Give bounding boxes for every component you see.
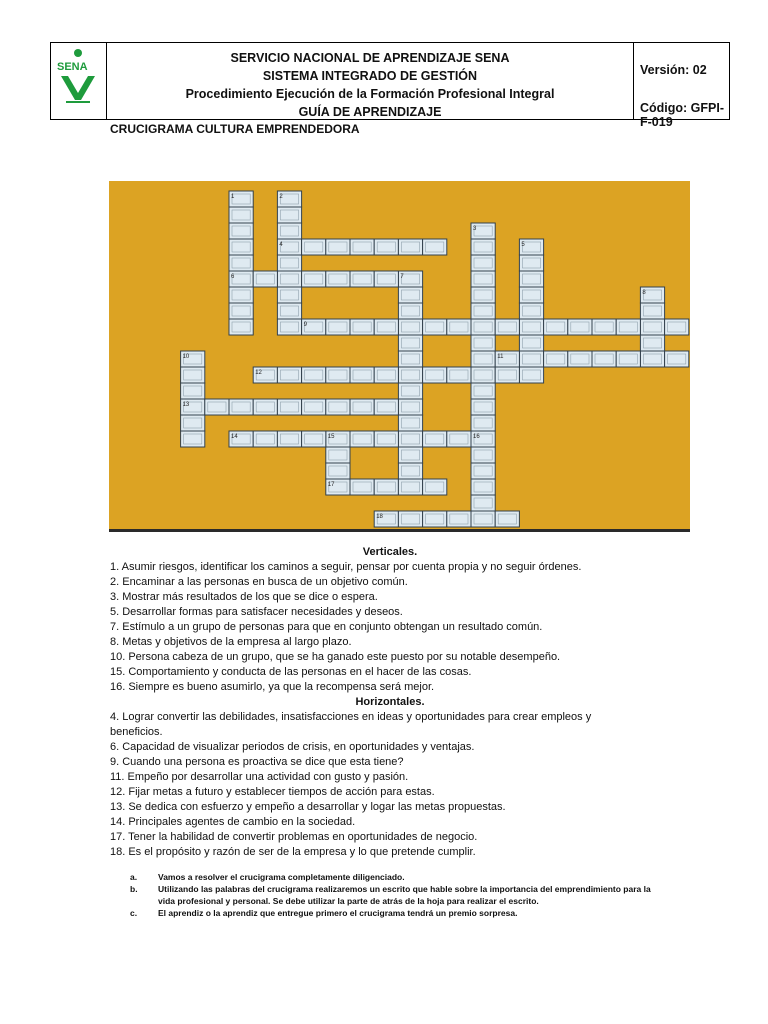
header-meta [634, 43, 729, 129]
crossword-cell[interactable] [350, 399, 374, 415]
crossword-cell[interactable] [398, 399, 422, 415]
crossword-cell[interactable] [447, 511, 471, 527]
clue-vertical: 7. Estímulo a un grupo de personas para que en conjunto obtengan un resultado común. [110, 621, 543, 633]
version-label: Versión: 02 [640, 63, 707, 77]
crossword-cell[interactable] [302, 367, 326, 383]
crossword-cell[interactable] [229, 207, 253, 223]
crossword-cell[interactable] [277, 399, 301, 415]
crossword-cell[interactable] [398, 239, 422, 255]
instruction-letter: c. [130, 908, 138, 918]
crossword-cell[interactable] [471, 351, 495, 367]
verticales-heading: Verticales. [362, 546, 418, 558]
instruction-text: Vamos a resolver el crucigrama completamente diligenciado. [158, 872, 405, 882]
crossword-number: 9 [303, 322, 307, 328]
crossword-cell[interactable] [447, 319, 471, 335]
crossword-cell[interactable] [640, 351, 664, 367]
crossword-cell[interactable] [302, 399, 326, 415]
crossword-cell[interactable] [326, 271, 350, 287]
crossword-cell[interactable] [277, 207, 301, 223]
instruction-text: El aprendiz o la aprendiz que entregue primero el crucigrama tendrá un premio sorpresa. [158, 908, 518, 918]
clue-horizontal: 6. Capacidad de visualizar periodos de crisis, en oportunidades y ventajas. [110, 741, 475, 753]
crossword-cell[interactable] [229, 399, 253, 415]
crossword-number: 10 [182, 354, 190, 360]
crossword-cell[interactable] [302, 431, 326, 447]
crossword-cell[interactable] [253, 271, 277, 287]
crossword-cell[interactable] [398, 463, 422, 479]
crossword-cell[interactable] [277, 255, 301, 271]
crossword-cell[interactable] [398, 383, 422, 399]
clue-horizontal: 9. Cuando una persona es proactiva se dice que esta tiene? [110, 756, 404, 768]
crossword-cell[interactable] [374, 431, 398, 447]
crossword-number: 5 [521, 242, 525, 248]
crossword-title: CRUCIGRAMA CULTURA EMPRENDEDORA [110, 122, 360, 136]
crossword-number: 2 [279, 194, 283, 200]
crossword-cell[interactable] [471, 479, 495, 495]
clue-vertical: 5. Desarrollar formas para satisfacer necesidades y deseos. [110, 606, 403, 618]
crossword-cell[interactable] [519, 319, 543, 335]
crossword-cell[interactable] [374, 479, 398, 495]
crossword-cell[interactable] [423, 239, 447, 255]
crossword-number: 15 [327, 434, 335, 440]
crossword-cell[interactable] [398, 367, 422, 383]
crossword-number: 13 [182, 402, 190, 408]
clue-vertical: 1. Asumir riesgos, identificar los caminos a seguir, pensar por cuenta propia y no seguir órdenes. [110, 561, 582, 573]
instruction-letter: b. [130, 884, 138, 894]
crossword-cell[interactable] [181, 367, 205, 383]
crossword-cell[interactable] [471, 447, 495, 463]
crossword-cell[interactable] [471, 511, 495, 527]
clue-vertical: 15. Comportamiento y conducta de las personas en el hacer de las cosas. [110, 666, 472, 678]
crossword-cell[interactable] [544, 351, 568, 367]
crossword-cell[interactable] [205, 399, 229, 415]
crossword-cell[interactable] [495, 511, 519, 527]
crossword-number: 18 [376, 514, 383, 520]
crossword-number: 4 [279, 242, 283, 248]
clue-horizontal: 12. Fijar metas a futuro y establecer tiempos de acción para estas. [110, 786, 435, 798]
crossword-cell[interactable] [447, 431, 471, 447]
instruction-item [130, 871, 670, 883]
instructions-list [130, 871, 670, 919]
crossword-cell[interactable] [423, 479, 447, 495]
crossword-cell[interactable] [471, 463, 495, 479]
crossword-cell[interactable] [229, 319, 253, 335]
crossword-cell[interactable] [471, 319, 495, 335]
crossword-cell[interactable] [277, 271, 301, 287]
crossword-cell[interactable] [253, 399, 277, 415]
crossword-cell[interactable] [374, 271, 398, 287]
crossword-cell[interactable] [398, 447, 422, 463]
crossword-cell[interactable] [374, 239, 398, 255]
crossword-cell[interactable] [423, 367, 447, 383]
crossword-cell[interactable] [640, 319, 664, 335]
crossword-grid [109, 181, 690, 529]
crossword-cell[interactable] [519, 335, 543, 351]
crossword-cell[interactable] [398, 511, 422, 527]
crossword-cell[interactable] [277, 319, 301, 335]
crossword-cell[interactable] [471, 399, 495, 415]
crossword-cell[interactable] [326, 319, 350, 335]
crossword-cell[interactable] [519, 351, 543, 367]
header-line-4: GUÍA DE APRENDIZAJE [298, 105, 442, 119]
crossword-number: 11 [497, 354, 504, 360]
crossword-cell[interactable] [423, 319, 447, 335]
crossword-cell[interactable] [471, 239, 495, 255]
crossword-cell[interactable] [423, 431, 447, 447]
crossword-cell[interactable] [471, 495, 495, 511]
crossword-cell[interactable] [229, 239, 253, 255]
crossword-cell[interactable] [277, 303, 301, 319]
clue-vertical: 10. Persona cabeza de un grupo, que se ha ganado este puesto por su notable desempeño. [110, 651, 561, 663]
crossword-cell[interactable] [398, 335, 422, 351]
logo-text: SENA [57, 61, 88, 73]
crossword-cell[interactable] [350, 479, 374, 495]
crossword-cell[interactable] [398, 319, 422, 335]
crossword-cell[interactable] [302, 239, 326, 255]
crossword-cell[interactable] [398, 479, 422, 495]
crossword-number: 12 [255, 370, 262, 376]
crossword-cell[interactable] [374, 319, 398, 335]
crossword-cell[interactable] [471, 271, 495, 287]
code-label: Código: GFPI-F-019 [640, 101, 725, 129]
instruction-item [130, 883, 670, 907]
crossword-cell[interactable] [277, 223, 301, 239]
crossword-cell[interactable] [277, 367, 301, 383]
crossword-cell[interactable] [519, 287, 543, 303]
instruction-letter: a. [130, 872, 138, 882]
crossword-cell[interactable] [592, 319, 616, 335]
crossword-cell[interactable] [616, 351, 640, 367]
crossword-number: 14 [231, 434, 238, 440]
crossword-cell[interactable] [495, 319, 519, 335]
crossword-cell[interactable] [302, 271, 326, 287]
crossword-cell[interactable] [471, 383, 495, 399]
crossword-cell[interactable] [640, 303, 664, 319]
crossword-cell[interactable] [350, 431, 374, 447]
crossword-cell[interactable] [519, 271, 543, 287]
crossword-cell[interactable] [350, 271, 374, 287]
crossword-cell[interactable] [471, 367, 495, 383]
clue-horizontal: 4. Lograr convertir las debilidades, insatisfacciones en ideas y oportunidades para crear empleos y [110, 711, 592, 723]
crossword-cell[interactable] [350, 239, 374, 255]
crossword-cell[interactable] [568, 351, 592, 367]
clue-horizontal: 14. Principales agentes de cambio en la sociedad. [110, 816, 356, 828]
clue-vertical: 16. Siempre es bueno asumirlo, ya que la recompensa será mejor. [110, 681, 435, 693]
clue-horizontal: 18. Es el propósito y razón de ser de la empresa y lo que pretende cumplir. [110, 846, 476, 858]
crossword-cell[interactable] [519, 255, 543, 271]
crossword-cell[interactable] [374, 367, 398, 383]
crossword-number: 6 [231, 274, 235, 280]
crossword-cell[interactable] [398, 431, 422, 447]
header-line-2: SISTEMA INTEGRADO DE GESTIÓN [262, 69, 478, 83]
crossword-cell[interactable] [592, 351, 616, 367]
crossword-cell[interactable] [519, 303, 543, 319]
crossword-cell[interactable] [229, 255, 253, 271]
crossword-cell[interactable] [471, 415, 495, 431]
clue-vertical: 8. Metas y objetivos de la empresa al largo plazo. [110, 636, 352, 648]
crossword-cell[interactable] [181, 415, 205, 431]
horizontales-heading: Horizontales. [355, 696, 425, 708]
crossword-cell[interactable] [350, 367, 374, 383]
crossword-cell[interactable] [398, 303, 422, 319]
crossword-cell[interactable] [277, 287, 301, 303]
crossword-cell[interactable] [326, 367, 350, 383]
crossword-cell[interactable] [665, 319, 689, 335]
clue-horizontal: 11. Empeño por desarrollar una actividad con gusto y pasión. [110, 771, 409, 783]
crossword-cell[interactable] [447, 367, 471, 383]
crossword-cell[interactable] [423, 511, 447, 527]
crossword-cell[interactable] [229, 303, 253, 319]
crossword-cell[interactable] [350, 319, 374, 335]
crossword-number: 8 [642, 290, 646, 296]
crossword-cell[interactable] [229, 223, 253, 239]
clues-section [110, 545, 670, 860]
crossword-cell[interactable] [568, 319, 592, 335]
header-line-1: SERVICIO NACIONAL DE APRENDIZAJE SENA [230, 51, 510, 65]
crossword-cell[interactable] [229, 287, 253, 303]
crossword-number: 3 [473, 226, 477, 232]
crossword-cell[interactable] [544, 319, 568, 335]
crossword-cell[interactable] [326, 399, 350, 415]
crossword-cell[interactable] [181, 431, 205, 447]
crossword-number: 16 [473, 434, 480, 440]
crossword-board [109, 181, 690, 532]
clue-horizontal: beneficios. [110, 726, 163, 738]
crossword-cell[interactable] [326, 447, 350, 463]
clue-horizontal: 13. Se dedica con esfuerzo y empeño a desarrollar y logar las metas propuestas. [110, 801, 506, 813]
crossword-cell[interactable] [253, 431, 277, 447]
crossword-cell[interactable] [471, 335, 495, 351]
crossword-cell[interactable] [665, 351, 689, 367]
crossword-cell[interactable] [471, 303, 495, 319]
crossword-cell[interactable] [181, 383, 205, 399]
header-line-3: Procedimiento Ejecución de la Formación Profesional Integral [185, 87, 555, 101]
crossword-cell[interactable] [471, 287, 495, 303]
crossword-cell[interactable] [640, 335, 664, 351]
instruction-item [130, 907, 670, 919]
crossword-cell[interactable] [374, 399, 398, 415]
clue-vertical: 3. Mostrar más resultados de los que se dice o espera. [110, 591, 378, 603]
crossword-number: 17 [327, 482, 335, 488]
crossword-cell[interactable] [277, 431, 301, 447]
clue-vertical: 2. Encaminar a las personas en busca de un objetivo común. [110, 576, 408, 588]
crossword-cell[interactable] [616, 319, 640, 335]
crossword-cell[interactable] [471, 255, 495, 271]
crossword-cell[interactable] [495, 367, 519, 383]
crossword-number: 1 [231, 194, 235, 200]
crossword-cell[interactable] [326, 239, 350, 255]
crossword-number: 7 [400, 274, 404, 280]
crossword-cell[interactable] [398, 287, 422, 303]
crossword-cell[interactable] [326, 463, 350, 479]
header-title-block [106, 43, 634, 119]
sena-logo [51, 43, 106, 119]
clue-horizontal: 17. Tener la habilidad de convertir problemas en oportunidades de negocio. [110, 831, 478, 843]
crossword-cell[interactable] [398, 415, 422, 431]
instruction-text: Utilizando las palabras del crucigrama realizaremos un escrito que hable sobre la importancia del emprendimiento para la vida profesional y personal. Se debe utilizar la parte de atrás de la hoja para realizar el escrito. [158, 884, 651, 906]
crossword-cell[interactable] [398, 351, 422, 367]
crossword-cell[interactable] [519, 367, 543, 383]
